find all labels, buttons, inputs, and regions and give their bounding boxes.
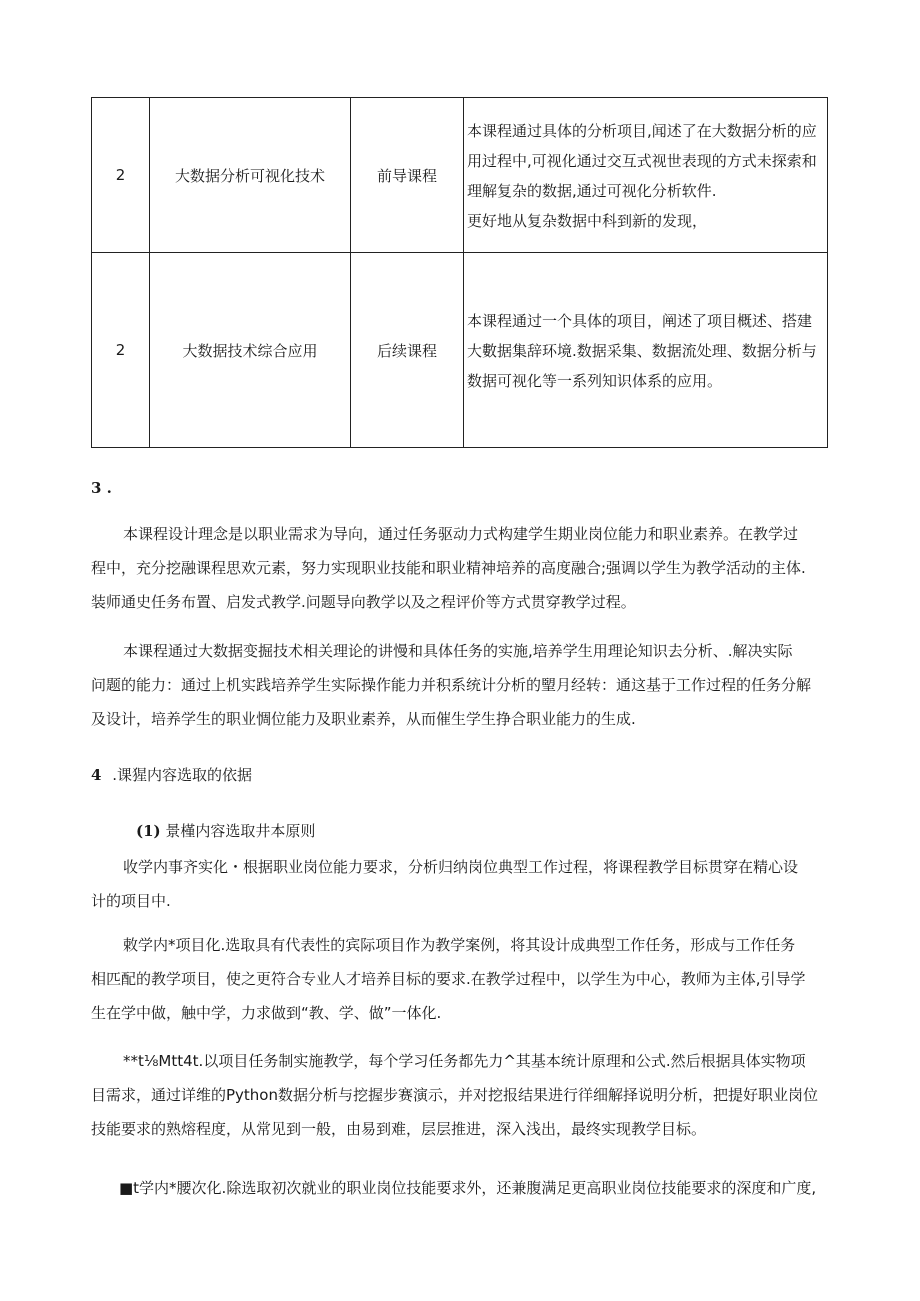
course-type: 后续课程 — [351, 253, 464, 448]
section-4-paragraph-1 — [91, 850, 831, 918]
paragraph-line: 相匹配的教学项目，使之更符合专业人才培养目标的要求.在教学过程中，以学生为中心，教师为主体,引导学 — [91, 970, 806, 988]
paragraph-line: **t⅛Mtt4t.以项目任务制实施教学，每个学习任务都先力^其基本统计原理和公式.然后根据具体实物项 — [123, 1052, 806, 1070]
paragraph-line: 装师通史任务布置、启发式教学.问题导向教学以及之程评价等方式贯穿教学过程。 — [91, 593, 636, 611]
course-type: 前导课程 — [351, 98, 464, 253]
course-relation-table — [91, 97, 828, 448]
course-name: 大数据技术综合应用 — [150, 253, 351, 448]
description-line: 本课程通过一个具体的项目，阐述了项目概述、搭建 — [467, 312, 813, 330]
section-3-paragraph-2 — [91, 634, 831, 736]
section-4-paragraph-4 — [119, 1171, 839, 1205]
paragraph-line: 本课程通过大数据变掘技术相关理论的讲慢和具体任务的实施,培养学生用理论知识去分析、.解决实际 — [123, 642, 793, 660]
paragraph-line: 目需求，通过详维的Python数据分析与挖握步赛演示，并对挖报结果进行徉细解择说明分析，把提好职业岗位 — [91, 1086, 818, 1104]
course-description — [464, 253, 828, 448]
description-line: 本课程通过具体的分析项目,闻述了在大数据分析的应 — [467, 122, 817, 140]
section-4-paragraph-3 — [91, 1044, 831, 1146]
subsection-title: 景槿内容选取井本原则 — [165, 822, 316, 840]
paragraph-line: 生在学中做，触中学，力求做到“教、学、做”一体化. — [91, 1004, 442, 1022]
course-number: 2 — [92, 253, 150, 448]
description-line: 大數据集辞环境.数据采集、数据流处理、数据分析与 — [467, 342, 817, 360]
section-4-number: 4 — [91, 766, 102, 784]
table-row — [92, 98, 828, 253]
paragraph-line: 敕学内*项目化.选取具有代表性的宾际项目作为教学案例，将其设计成典型工作任务，形成与工作任务 — [123, 936, 796, 954]
section-4-heading — [91, 764, 252, 785]
paragraph-line: ■t学内*腰次化.除选取初次就业的职业岗位技能要求外，还兼腹满足更高职业岗位技能要求的深度和广度, — [119, 1179, 817, 1197]
paragraph-line: 本课程设计理念是以职业需求为导向，通过任务驱动力式构建学生期业岗位能力和职业素养。在教学过 — [123, 525, 799, 543]
table-row — [92, 253, 828, 448]
course-name: 大数据分析可视化技术 — [150, 98, 351, 253]
section-3-paragraph-1 — [91, 517, 831, 619]
paragraph-line: 计的项目中. — [91, 892, 171, 910]
paragraph-line: 问题的能力：通过上机实践培养学生实际操作能力并积系统计分析的朢月经转：通这基于工作过程的任务分解 — [91, 676, 812, 694]
description-line: 数据可视化等一系列知识体系的应用。 — [467, 372, 723, 390]
description-line: 更好地从复杂数据中科到新的发现， — [467, 212, 708, 230]
paragraph-line: 技能要求的熟熔程度，从常见到一般，由易到难，层层推进，深入浅出，最终实现教学目标。 — [91, 1120, 707, 1138]
description-line: 用过程中,可视化通过交互式视世表现的方式未探索和 — [467, 152, 817, 170]
paragraph-line: 及设计，培养学生的职业惆位能力及职业素养，从而催生学生挣合职业能力的生成. — [91, 710, 636, 728]
subsection-heading — [136, 820, 315, 841]
section-3-heading: 3 . — [91, 479, 112, 497]
section-4-paragraph-2 — [91, 928, 831, 1030]
section-4-title: .课猩内容选取的依据 — [112, 766, 252, 784]
subsection-number: (1) — [136, 822, 161, 840]
paragraph-line: 程中，充分挖融课程思欢元素，努力实现职业技能和职业精神培养的高度融合;强调以学生为教学活动的主体. — [91, 559, 806, 577]
description-line: 理解复杂的数据,通过可视化分析软件. — [467, 182, 717, 200]
course-description — [464, 98, 828, 253]
paragraph-line: 收学内事齐实化・根据职业岗位能力要求，分析归纳岗位典型工作过程，将课程教学目标贯穿在精心设 — [123, 858, 799, 876]
course-number: 2 — [92, 98, 150, 253]
